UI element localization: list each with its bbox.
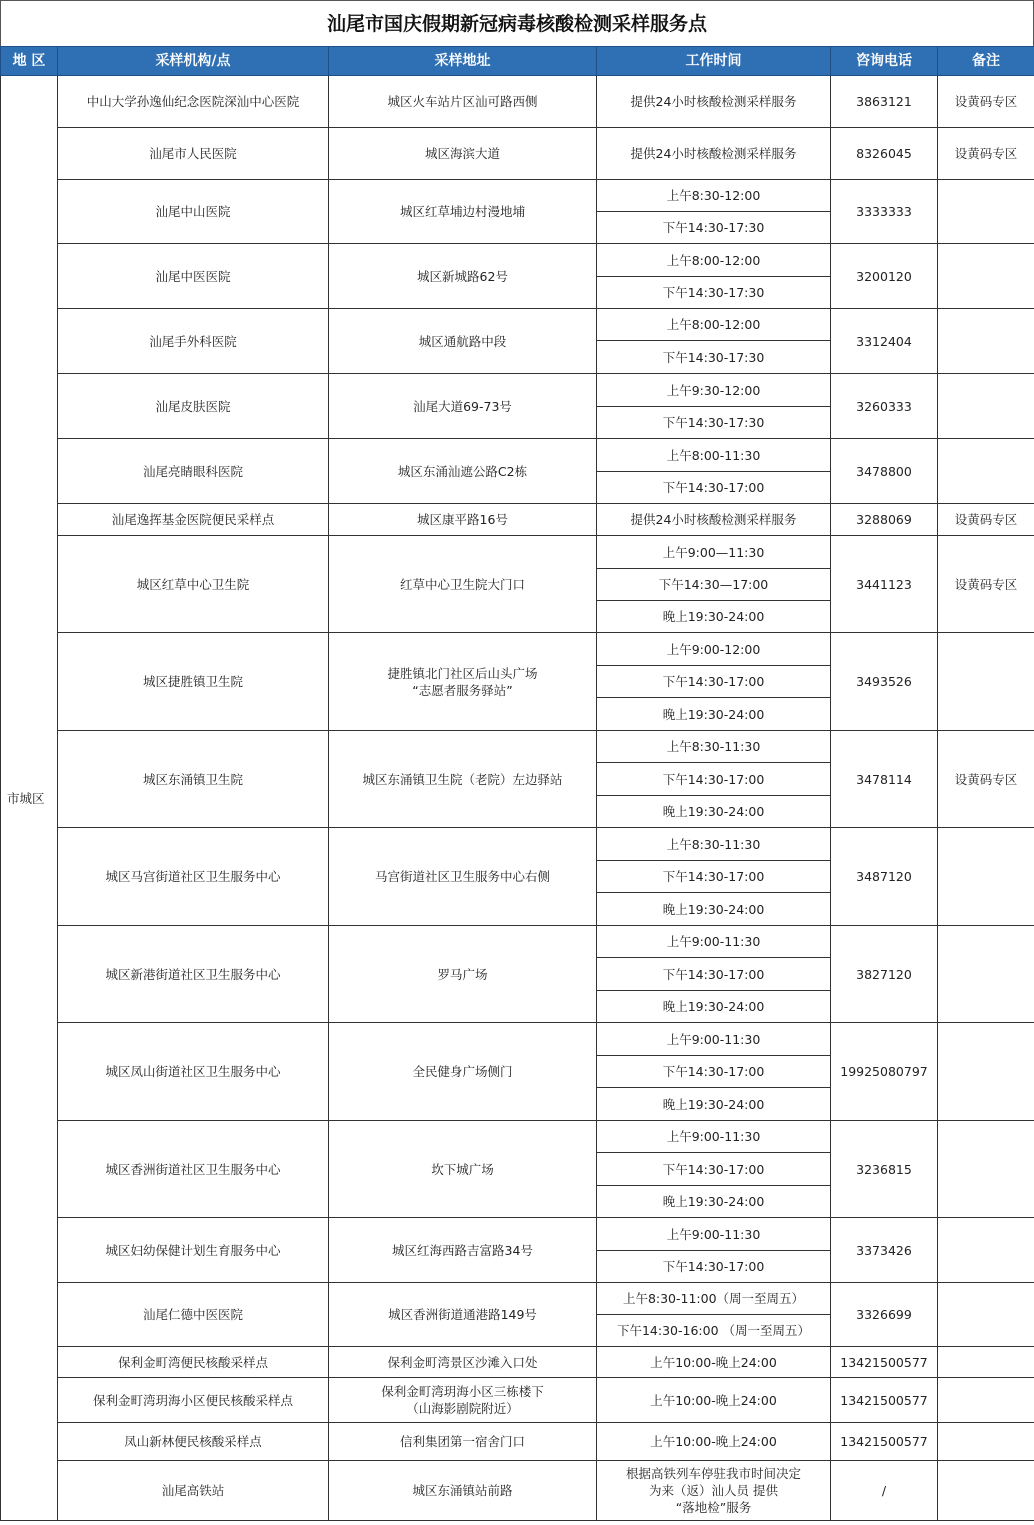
table-row: [1, 1378, 1034, 1423]
time-cell: 下午14:30-17:00: [597, 1056, 831, 1088]
address-line: 城区通航路中段: [418, 333, 507, 349]
time-cell: 下午14:30-17:30: [597, 407, 831, 439]
address-cell: [329, 926, 597, 1023]
note-cell: [938, 1218, 1034, 1283]
region-cell: 市城区: [1, 76, 58, 1521]
header-region: 地 区: [1, 47, 58, 76]
org-cell: 城区凤山街道社区卫生服务中心: [58, 1023, 329, 1121]
address-cell: [329, 1347, 597, 1378]
address-line: 保利金町湾景区沙滩入口处: [387, 1354, 538, 1370]
time-cell: 下午14:30-17:00: [597, 666, 831, 698]
time-cell: 上午9:30-12:00: [597, 374, 831, 407]
table-row: [1, 128, 1034, 180]
time-cell: 下午14:30-17:00: [597, 472, 831, 504]
phone-cell: 13421500577: [831, 1347, 938, 1378]
phone-cell: /: [831, 1461, 938, 1521]
note-cell: [938, 374, 1034, 439]
note-cell: 设黄码专区: [938, 536, 1034, 633]
time-cell: 晚上19:30-24:00: [597, 1088, 831, 1121]
time-cell: 晚上19:30-24:00: [597, 796, 831, 828]
phone-cell: 3863121: [831, 76, 938, 128]
time-cell: 上午8:30-11:30: [597, 731, 831, 763]
phone-cell: 3487120: [831, 828, 938, 926]
address-cell: [329, 828, 597, 926]
address-cell: [329, 504, 597, 536]
org-cell: 城区新港街道社区卫生服务中心: [58, 926, 329, 1023]
address-line: 城区新城路62号: [417, 268, 508, 284]
phone-cell: 3373426: [831, 1218, 938, 1283]
time-cell: 下午14:30-17:00: [597, 861, 831, 893]
address-line: 城区红草埔边村漫地埔: [399, 204, 525, 219]
table-row: [1, 309, 1034, 341]
address-cell: [329, 180, 597, 244]
phone-cell: 3312404: [831, 309, 938, 374]
time-cell: 上午10:00-晚上24:00: [597, 1423, 831, 1461]
time-cell: 上午8:30-11:00（周一至周五）: [597, 1283, 831, 1315]
table-row: [1, 731, 1034, 763]
address-cell: [329, 1378, 597, 1423]
phone-cell: 3827120: [831, 926, 938, 1023]
note-cell: [938, 1023, 1034, 1121]
time-cell: 下午14:30-17:00: [597, 1251, 831, 1283]
address-line: 汕尾大道69-73号: [413, 398, 512, 414]
header-address: 采样地址: [329, 47, 597, 76]
phone-cell: 3478114: [831, 731, 938, 828]
time-cell: 上午9:00-11:30: [597, 926, 831, 958]
address-cell: [329, 1218, 597, 1283]
table-row: [1, 504, 1034, 536]
org-cell: 汕尾中医医院: [58, 244, 329, 309]
address-line: “志愿者服务驿站”: [412, 682, 513, 698]
address-cell: [329, 439, 597, 504]
table-row: [1, 1461, 1034, 1521]
note-cell: [938, 926, 1034, 1023]
note-cell: [938, 180, 1034, 244]
time-cell: 晚上19:30-24:00: [597, 991, 831, 1023]
table-row: [1, 1218, 1034, 1251]
phone-cell: 3260333: [831, 374, 938, 439]
note-cell: [938, 633, 1034, 731]
address-cell: [329, 633, 597, 731]
table-row: [1, 1023, 1034, 1056]
org-cell: 保利金町湾玥海小区便民核酸采样点: [58, 1378, 329, 1423]
header-note: 备注: [938, 47, 1034, 76]
time-cell: 上午9:00-12:00: [597, 633, 831, 666]
org-cell: 城区红草中心卫生院: [58, 536, 329, 633]
time-cell: 下午14:30-17:30: [597, 277, 831, 309]
org-cell: 汕尾仁德中医医院: [58, 1283, 329, 1347]
table-row: [1, 926, 1034, 958]
table-row: [1, 244, 1034, 277]
address-line: 城区东涌镇站前路: [412, 1483, 513, 1498]
phone-cell: 3236815: [831, 1121, 938, 1218]
org-cell: 保利金町湾便民核酸采样点: [58, 1347, 329, 1378]
note-cell: [938, 1347, 1034, 1378]
org-cell: 中山大学孙逸仙纪念医院深汕中心医院: [58, 76, 329, 128]
table-row: [1, 1121, 1034, 1153]
table-row: [1, 374, 1034, 407]
org-cell: 汕尾亮睛眼科医院: [58, 439, 329, 504]
note-cell: [938, 439, 1034, 504]
address-line: 城区香洲街道通港路149号: [388, 1307, 537, 1322]
address-line: 罗马广场: [437, 966, 488, 982]
address-cell: [329, 1423, 597, 1461]
sites-table-body: [1, 76, 1034, 1521]
address-cell: [329, 128, 597, 180]
address-line: 保利金町湾玥海小区三栋楼下: [381, 1384, 544, 1399]
address-cell: [329, 76, 597, 128]
address-line: （山海影剧院附近）: [406, 1401, 519, 1416]
note-cell: 设黄码专区: [938, 731, 1034, 828]
phone-cell: 13421500577: [831, 1423, 938, 1461]
time-cell: 上午8:00-12:00: [597, 244, 831, 277]
address-line: 城区火车站片区汕可路西侧: [387, 94, 538, 109]
table-row: [1, 828, 1034, 861]
phone-cell: 3478800: [831, 439, 938, 504]
time-cell: 上午9:00—11:30: [597, 536, 831, 569]
time-cell: 上午8:30-11:30: [597, 828, 831, 861]
table-row: [1, 536, 1034, 569]
note-cell: 设黄码专区: [938, 128, 1034, 180]
phone-cell: 3441123: [831, 536, 938, 633]
phone-cell: 13421500577: [831, 1378, 938, 1423]
address-line: 城区康平路16号: [417, 512, 508, 527]
time-cell: 晚上19:30-24:00: [597, 601, 831, 633]
address-line: 捷胜镇北门社区后山头广场: [387, 665, 538, 681]
address-line: 马宫街道社区卫生服务中心右侧: [374, 869, 550, 884]
org-cell: 汕尾市人民医院: [58, 128, 329, 180]
time-cell: 下午14:30-17:30: [597, 212, 831, 244]
time-cell: 下午14:30-16:00 （周一至周五）: [597, 1315, 831, 1347]
note-cell: 设黄码专区: [938, 504, 1034, 536]
address-cell: [329, 1283, 597, 1347]
address-line: 红草中心卫生院大门口: [399, 576, 525, 592]
note-cell: [938, 1423, 1034, 1461]
time-cell: 上午8:30-12:00: [597, 180, 831, 212]
table-row: [1, 1423, 1034, 1461]
phone-cell: 3326699: [831, 1283, 938, 1347]
address-cell: [329, 1461, 597, 1521]
time-cell: [597, 1461, 831, 1521]
time-cell: 上午9:00-11:30: [597, 1218, 831, 1251]
address-line: 城区东涌镇卫生院（老院）左边驿站: [362, 771, 563, 787]
org-cell: 城区马宫街道社区卫生服务中心: [58, 828, 329, 926]
header-phone: 咨询电话: [831, 47, 938, 76]
time-cell: 上午10:00-晚上24:00: [597, 1378, 831, 1423]
org-cell: 汕尾逸挥基金医院便民采样点: [58, 504, 329, 536]
time-line: “落地检”服务: [675, 1500, 752, 1515]
time-line: 根据高铁列车停驻我市时间决定: [625, 1466, 801, 1481]
table-row: [1, 180, 1034, 212]
time-cell: 晚上19:30-24:00: [597, 698, 831, 731]
phone-cell: 3200120: [831, 244, 938, 309]
address-line: 城区海滨大道: [424, 146, 500, 161]
address-cell: [329, 1121, 597, 1218]
address-cell: [329, 731, 597, 828]
phone-cell: 3288069: [831, 504, 938, 536]
address-cell: [329, 536, 597, 633]
time-cell: 下午14:30-17:30: [597, 341, 831, 374]
time-cell: 提供24小时核酸检测采样服务: [597, 504, 831, 536]
time-cell: 提供24小时核酸检测采样服务: [597, 76, 831, 128]
org-cell: 城区东涌镇卫生院: [58, 731, 329, 828]
time-cell: 晚上19:30-24:00: [597, 1186, 831, 1218]
note-cell: [938, 1283, 1034, 1347]
table-row: [1, 439, 1034, 472]
address-cell: [329, 309, 597, 374]
address-line: 坎下城广场: [431, 1161, 494, 1177]
org-cell: 汕尾高铁站: [58, 1461, 329, 1521]
note-cell: [938, 244, 1034, 309]
note-cell: [938, 1461, 1034, 1521]
org-cell: 汕尾手外科医院: [58, 309, 329, 374]
time-cell: 提供24小时核酸检测采样服务: [597, 128, 831, 180]
page-title: 汕尾市国庆假期新冠病毒核酸检测采样服务点: [0, 0, 1034, 46]
time-cell: 上午9:00-11:30: [597, 1121, 831, 1153]
phone-cell: 8326045: [831, 128, 938, 180]
note-cell: [938, 828, 1034, 926]
note-cell: [938, 1121, 1034, 1218]
phone-cell: 3493526: [831, 633, 938, 731]
table-row: [1, 1347, 1034, 1378]
sites-table: [0, 46, 1034, 1521]
table-row: [1, 1283, 1034, 1315]
time-cell: 上午8:00-11:30: [597, 439, 831, 472]
org-cell: 城区妇幼保健计划生育服务中心: [58, 1218, 329, 1283]
time-cell: 下午14:30-17:00: [597, 1153, 831, 1186]
address-cell: [329, 1023, 597, 1121]
phone-cell: 19925080797: [831, 1023, 938, 1121]
time-line: 为来（返）汕人员 提供: [649, 1483, 778, 1498]
header-time: 工作时间: [597, 47, 831, 76]
address-line: 全民健身广场侧门: [412, 1064, 513, 1079]
note-cell: [938, 1378, 1034, 1423]
time-cell: 上午8:00-12:00: [597, 309, 831, 341]
org-cell: 汕尾中山医院: [58, 180, 329, 244]
address-line: 城区东涌汕遮公路C2栋: [397, 463, 528, 479]
time-cell: 晚上19:30-24:00: [597, 893, 831, 926]
org-cell: 城区捷胜镇卫生院: [58, 633, 329, 731]
time-cell: 下午14:30-17:00: [597, 958, 831, 991]
note-cell: [938, 309, 1034, 374]
table-row: [1, 76, 1034, 128]
header-row: [1, 47, 1034, 76]
phone-cell: 3333333: [831, 180, 938, 244]
address-cell: [329, 374, 597, 439]
header-org: 采样机构/点: [58, 47, 329, 76]
time-cell: 下午14:30—17:00: [597, 569, 831, 601]
address-cell: [329, 244, 597, 309]
org-cell: 汕尾皮肤医院: [58, 374, 329, 439]
org-cell: 城区香洲街道社区卫生服务中心: [58, 1121, 329, 1218]
time-cell: 下午14:30-17:00: [597, 763, 831, 796]
address-line: 信利集团第一宿舍门口: [399, 1434, 525, 1449]
time-cell: 上午9:00-11:30: [597, 1023, 831, 1056]
table-row: [1, 633, 1034, 666]
address-line: 城区红海西路吉富路34号: [392, 1242, 533, 1258]
note-cell: 设黄码专区: [938, 76, 1034, 128]
org-cell: 凤山新林便民核酸采样点: [58, 1423, 329, 1461]
time-cell: 上午10:00-晚上24:00: [597, 1347, 831, 1378]
